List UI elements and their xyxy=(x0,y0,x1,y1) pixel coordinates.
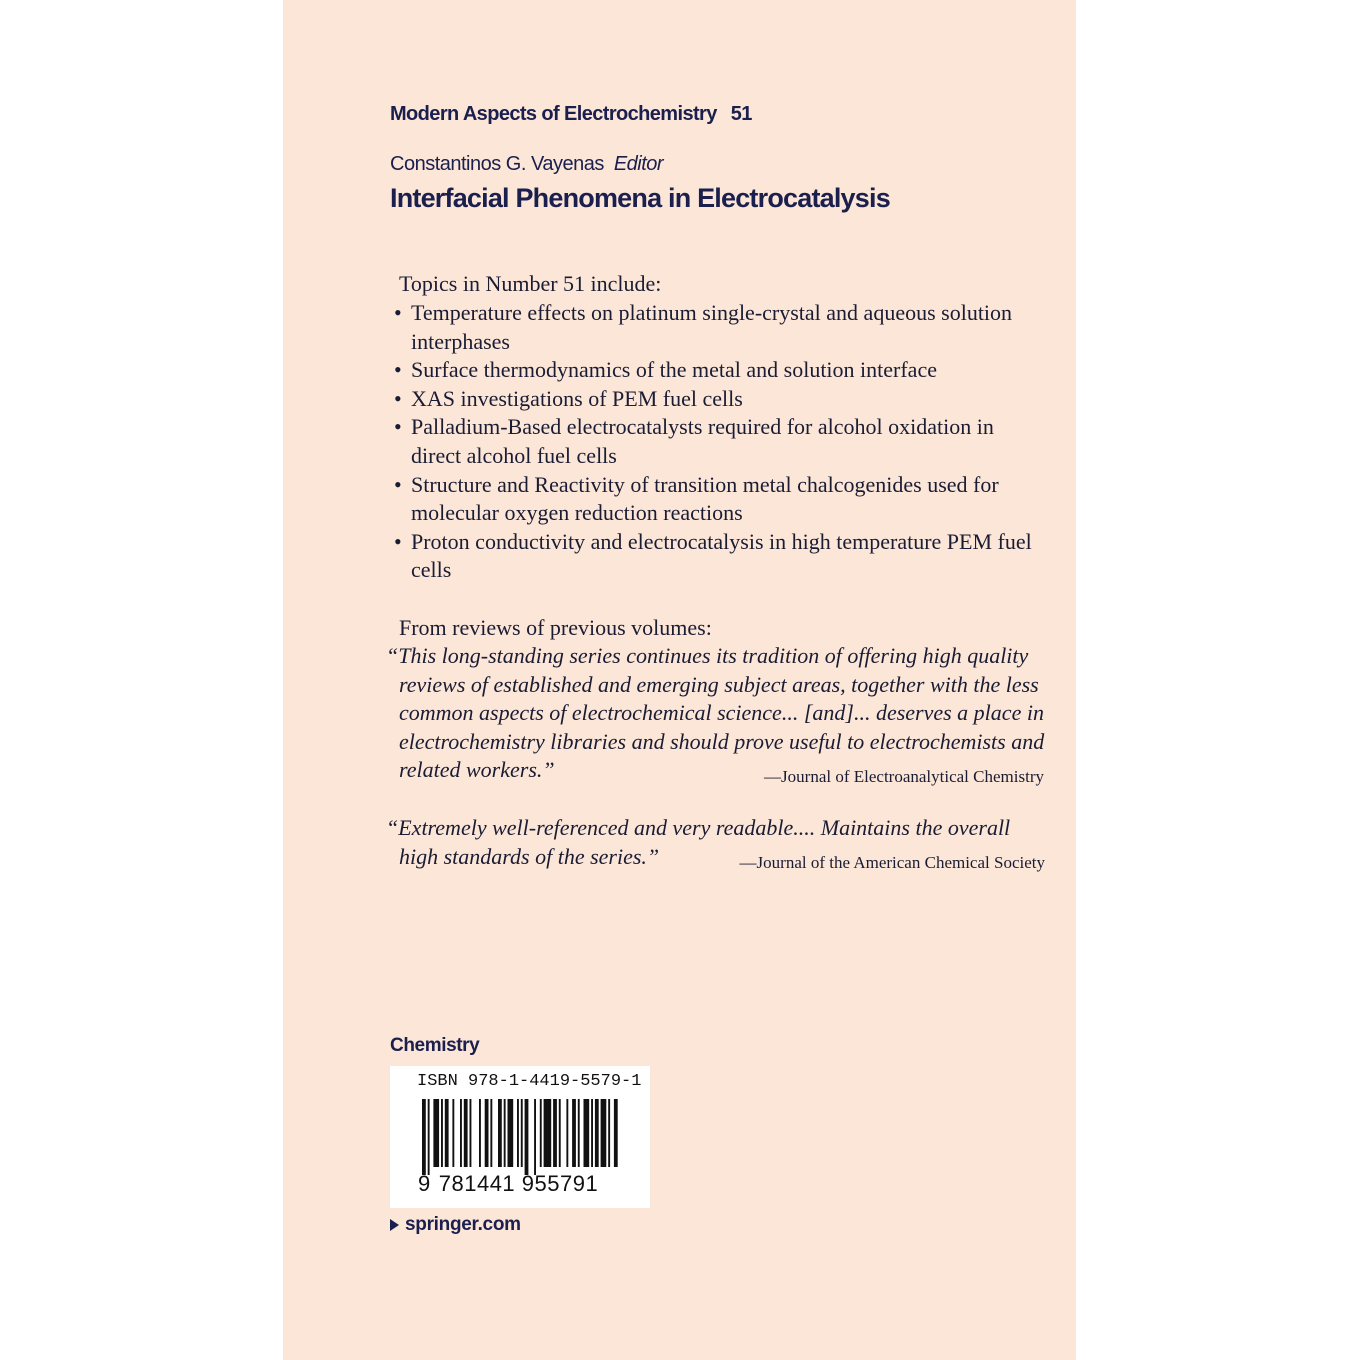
website-label: springer.com xyxy=(405,1214,521,1235)
quote-line: high standards of the series.” xyxy=(399,843,660,869)
review-source: —Journal of the American Chemical Society xyxy=(739,853,1045,872)
isbn-barcode xyxy=(390,1066,650,1208)
topic-item: • XAS investigations of PEM fuel cells xyxy=(394,385,1044,414)
barcode-bar xyxy=(517,1099,519,1167)
series-heading xyxy=(390,103,752,126)
barcode-bar xyxy=(614,1099,618,1167)
barcode-bar xyxy=(595,1099,599,1167)
barcode-bar xyxy=(584,1099,590,1167)
reviews-intro: From reviews of previous volumes: xyxy=(399,615,712,640)
topic-item: • Structure and Reactivity of transition metal chalcogenides used for molecular oxygen reduction reactions xyxy=(394,471,1044,528)
quote-line: common aspects of electrochemical science... [and]... deserves a place in xyxy=(399,700,1044,726)
barcode-bar xyxy=(422,1099,426,1175)
barcode-bar xyxy=(591,1099,593,1167)
barcode-bar xyxy=(608,1099,610,1167)
barcode-bar xyxy=(566,1099,568,1167)
barcode-bar xyxy=(479,1099,481,1167)
isbn-label: ISBN 978-1-4419-5579-1 xyxy=(417,1072,642,1091)
barcode-bar xyxy=(508,1099,514,1167)
editor-role: Editor xyxy=(613,153,664,175)
editor-line xyxy=(390,153,663,176)
review-source: —Journal of Electroanalytical Chemistry xyxy=(764,767,1044,786)
barcode-bar xyxy=(464,1099,468,1167)
barcode-bar xyxy=(572,1099,576,1167)
barcode-bar xyxy=(470,1099,472,1167)
barcode-first-digit: 9 xyxy=(418,1171,431,1196)
topic-item: • Temperature effects on platinum single-crystal and aqueous solution interphases xyxy=(394,299,1044,356)
barcode-bar xyxy=(460,1099,462,1167)
barcode-number: 781441 955791 xyxy=(438,1171,599,1196)
topics-list xyxy=(394,299,1044,585)
barcode-bar xyxy=(544,1099,552,1167)
barcode-bar xyxy=(578,1099,580,1167)
quote-line: electrochemistry libraries and should prove useful to electrochemists and xyxy=(399,728,1045,754)
book-title: Interfacial Phenomena in Electrocatalysis xyxy=(390,183,890,213)
barcode-bar xyxy=(553,1099,557,1167)
barcode-bar xyxy=(534,1099,536,1175)
barcode-bar xyxy=(525,1099,529,1175)
barcode-bars xyxy=(420,1099,620,1175)
barcode-bar xyxy=(601,1099,607,1167)
arrow-right-icon xyxy=(390,1219,399,1231)
quote-line: reviews of established and emerging subject areas, together with the less xyxy=(399,671,1039,697)
series-number: 51 xyxy=(730,103,752,125)
topic-item: • Surface thermodynamics of the metal and solution interface xyxy=(394,356,1044,385)
barcode-bar xyxy=(559,1099,561,1167)
barcode-bar xyxy=(441,1099,443,1167)
topics-intro: Topics in Number 51 include: xyxy=(399,271,662,296)
barcode-bar xyxy=(498,1099,502,1167)
editor-name: Constantinos G. Vayenas xyxy=(390,153,604,175)
website-link[interactable] xyxy=(390,1214,521,1236)
barcode-bar xyxy=(521,1099,523,1167)
quote-line: related workers.” xyxy=(399,757,555,783)
quote-line: “This long-standing series continues its tradition of offering high quality xyxy=(386,643,1029,668)
barcode-bar xyxy=(433,1099,439,1167)
barcode-bar xyxy=(490,1099,492,1167)
quote-line: “Extremely well-referenced and very readable.... Maintains the overall xyxy=(386,815,1011,840)
barcode-bar xyxy=(504,1099,506,1167)
barcode-digits xyxy=(418,1171,598,1197)
barcode-bar xyxy=(452,1099,454,1167)
barcode-bar xyxy=(485,1099,489,1167)
barcode-bar xyxy=(445,1099,449,1167)
book-back-cover xyxy=(283,0,1076,1360)
barcode-bar xyxy=(540,1099,542,1167)
series-name: Modern Aspects of Electrochemistry xyxy=(390,103,717,125)
barcode-bar xyxy=(428,1099,430,1175)
topic-item: • Palladium-Based electrocatalysts required for alcohol oxidation in direct alcohol fuel cells xyxy=(394,413,1044,470)
subject-category: Chemistry xyxy=(390,1035,480,1056)
topic-item: • Proton conductivity and electrocatalysis in high temperature PEM fuel cells xyxy=(394,528,1044,585)
